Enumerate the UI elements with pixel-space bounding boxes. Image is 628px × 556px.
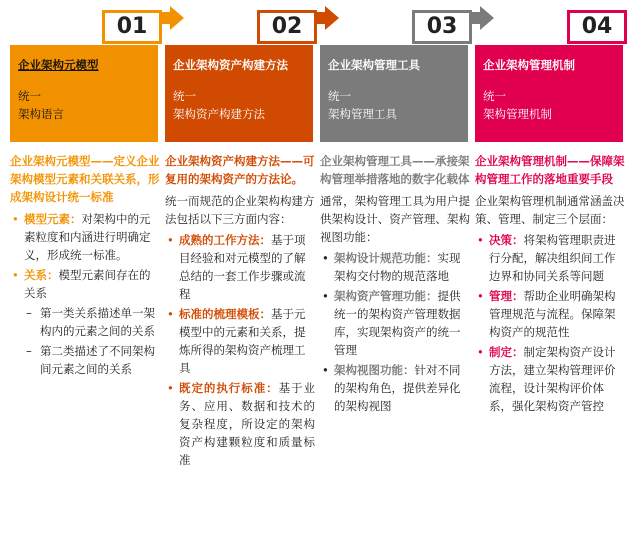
bullet-key: 架构设计规范功能： <box>334 251 438 265</box>
bullet-item <box>10 266 160 302</box>
column-header <box>10 45 158 142</box>
step-tab-02 <box>257 10 321 44</box>
bullet-item <box>10 210 160 264</box>
bullet-key: 决策： <box>489 233 524 247</box>
step-number: 01 <box>102 10 162 44</box>
bullet-item <box>165 305 315 377</box>
bullet-text: 基于业务、应用、数据和技术的复杂程度，所设定的架构资产构建颗粒度和质量标准 <box>179 381 316 467</box>
step-tab-03 <box>412 10 476 44</box>
header-line1: 统一 <box>18 89 41 103</box>
column-subtitle: 企业架构元模型——定义企业架构模型元素和关联关系，形成架构设计统一标准 <box>10 154 160 204</box>
bullet-text: 将架构管理职责进行分配，解决组织间工作边界和协同关系等问题 <box>489 233 616 283</box>
column-subtitle: 企业架构管理工具——承接架构管理举措落地的数字化载体 <box>320 154 470 186</box>
header-line1: 统一 <box>328 89 351 103</box>
bullet-key: 既定的执行标准： <box>179 381 279 395</box>
column-body <box>475 152 625 417</box>
intro-text: 统一而规范的企业架构构建方法包括以下三方面内容： <box>165 194 315 226</box>
header-line2: 架构资产构建方法 <box>173 107 265 121</box>
bullet-item <box>320 249 470 285</box>
bullet-item <box>165 231 315 303</box>
bullet-key: 架构视图功能： <box>334 363 415 377</box>
header-line1: 统一 <box>483 89 506 103</box>
column-subtitle: 企业架构资产构建方法——可复用的架构资产的方法论。 <box>165 154 315 186</box>
step-number: 04 <box>567 10 627 44</box>
step-number: 03 <box>412 10 472 44</box>
bullet-text: 针对不同的架构角色，提供差异化的架构视图 <box>334 363 461 413</box>
header-line2: 架构语言 <box>18 107 64 121</box>
bullet-text: 对架构中的元素粒度和内涵进行明确定义，形成统一标准。 <box>24 212 151 262</box>
header-line2: 架构管理工具 <box>328 107 397 121</box>
column-header <box>165 45 313 142</box>
bullet-text: 基于项目经验和对元模型的了解总结的一套工作步骤或流程 <box>179 233 306 301</box>
intro-text: 通常，架构管理工具为用户提供架构设计、资产管理、架构视图功能： <box>320 194 470 244</box>
bullet-item <box>475 287 625 341</box>
intro-text: 企业架构管理机制通常涵盖决策、管理、制定三个层面： <box>475 194 625 226</box>
bullet-key: 模型元素： <box>24 212 82 226</box>
column-title: 企业架构资产构建方法 <box>173 58 288 72</box>
header-line2: 架构管理机制 <box>483 107 552 121</box>
bullet-key: 管理： <box>489 289 524 303</box>
bullet-text: 帮助企业明确架构管理规范与流程。保障架构资产的规范性 <box>489 289 616 339</box>
column-body <box>165 152 315 471</box>
step-tab-01 <box>102 10 166 44</box>
bullet-item <box>320 361 470 415</box>
bullet-text: 制定架构资产设计方法，建立架构管理评价流程，设计架构评价体系，强化架构资产管控 <box>489 345 616 413</box>
column-subtitle: 企业架构管理机制——保障架构管理工作的落地重要手段 <box>475 154 625 186</box>
bullet-text: 基于元模型中的元素和关系，提炼所得的架构资产梳理工具 <box>179 307 306 375</box>
column-title: 企业架构管理工具 <box>328 58 420 72</box>
column-header <box>320 45 468 142</box>
step-number: 02 <box>257 10 317 44</box>
bullet-item <box>475 343 625 415</box>
header-line1: 统一 <box>173 89 196 103</box>
column-header <box>475 45 623 142</box>
bullet-item <box>320 287 470 359</box>
column-body <box>320 152 470 417</box>
bullet-key: 架构资产管理功能： <box>334 289 438 303</box>
bullet-item <box>475 231 625 285</box>
bullet-text: 提供统一的架构资产管理数据库，实现架构资产的统一管理 <box>334 289 461 357</box>
bullet-item <box>165 379 315 469</box>
column-title: 企业架构元模型 <box>18 58 99 72</box>
bullet-key: 关系： <box>24 268 59 282</box>
sub-bullet-item: – 第二类描述了不同架构间元素之间的关系 <box>10 342 160 378</box>
bullet-key: 标准的梳理模板： <box>179 307 271 321</box>
bullet-key: 成熟的工作方法： <box>179 233 271 247</box>
bullet-text: 实现架构交付物的规范落地 <box>334 251 461 283</box>
column-body <box>10 152 160 380</box>
sub-bullet-item: – 第一类关系描述单一架构内的元素之间的关系 <box>10 304 160 340</box>
bullet-text: 模型元素间存在的关系 <box>24 268 151 300</box>
bullet-key: 制定： <box>489 345 524 359</box>
step-tab-04 <box>567 10 628 44</box>
column-title: 企业架构管理机制 <box>483 58 575 72</box>
